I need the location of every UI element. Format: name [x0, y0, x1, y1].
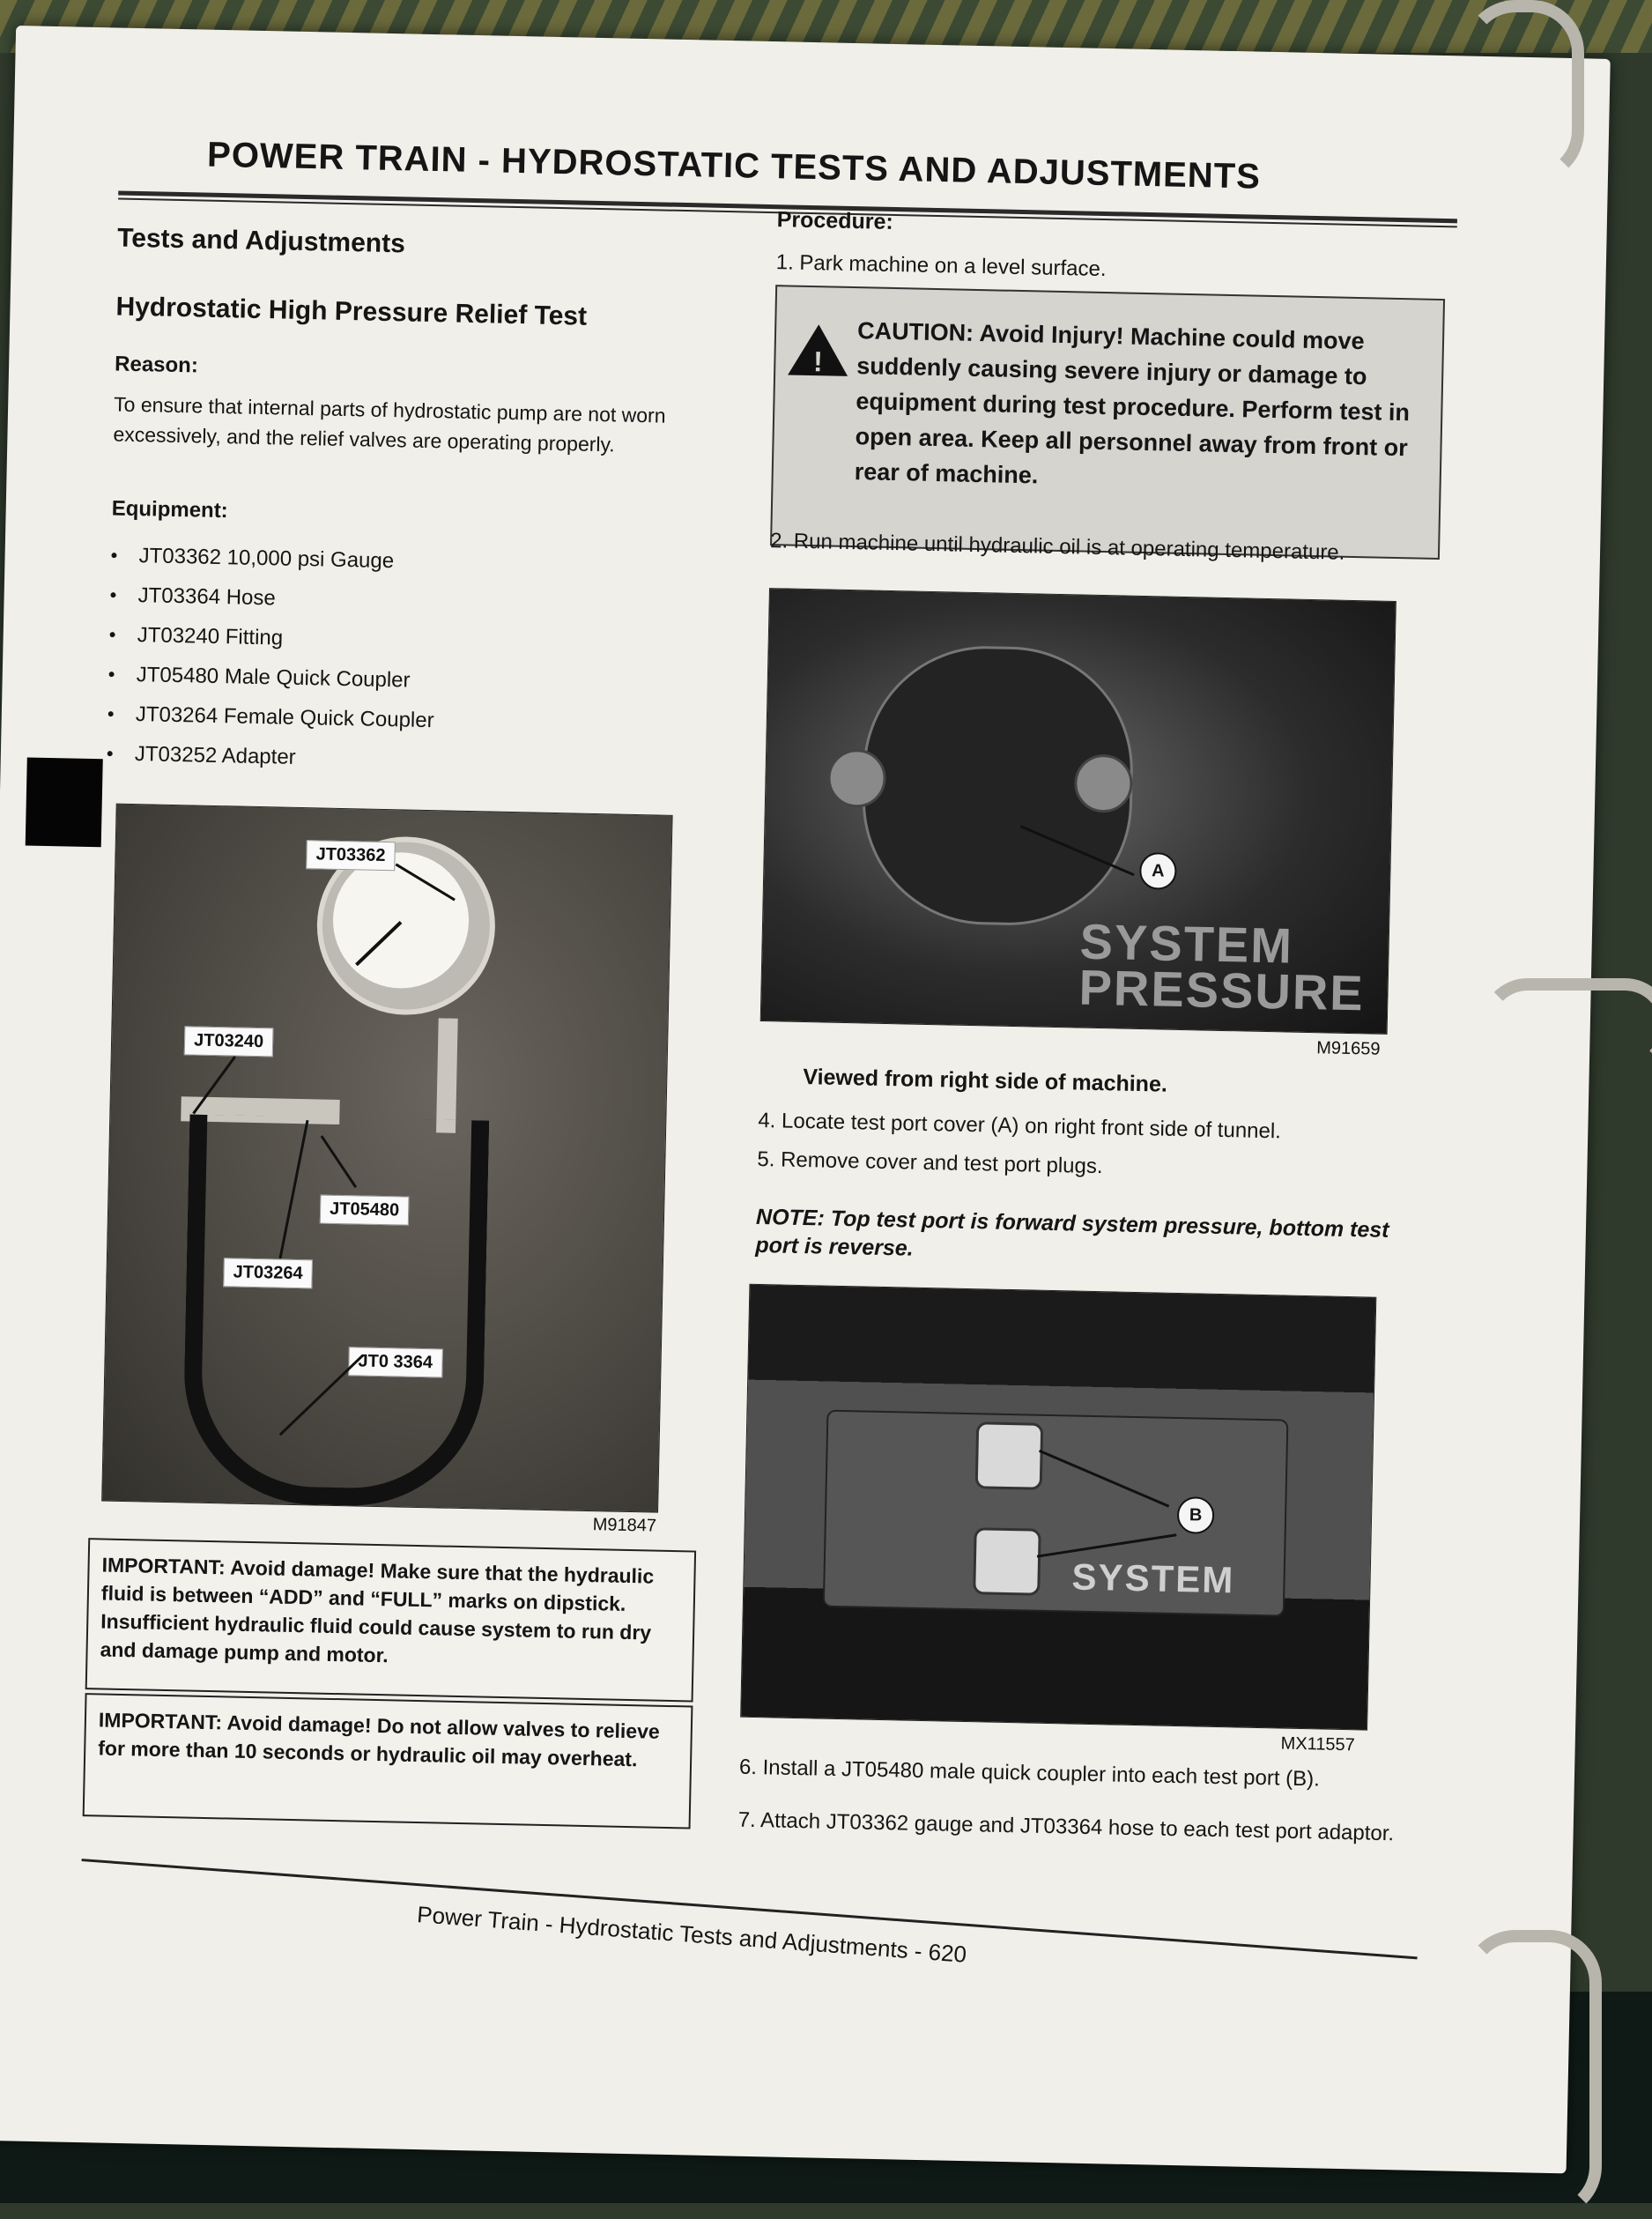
callout-jt05480: JT05480	[320, 1195, 410, 1226]
test-title: Hydrostatic High Pressure Relief Test	[115, 292, 588, 331]
figure-id-mx11557: MX11557	[1280, 1733, 1356, 1755]
equipment-item: • JT03240 Fitting	[108, 614, 656, 665]
page-header-title: POWER TRAIN - HYDROSTATIC TESTS AND ADJUSTMENTS	[206, 135, 1262, 197]
step-4: 4. Locate test port cover (A) on right front side of tunnel.	[758, 1108, 1282, 1144]
callout-jt03364: JT0 3364	[348, 1347, 442, 1377]
step-6: 6. Install a JT05480 male quick coupler into each test port (B).	[738, 1755, 1321, 1792]
callout-jt03264: JT03264	[223, 1258, 313, 1288]
equipment-item: • JT03252 Adapter	[106, 733, 653, 784]
step-1: 1. Park machine on a level surface.	[775, 250, 1107, 282]
equipment-item: • JT03364 Hose	[109, 575, 656, 626]
test-port-bottom	[973, 1527, 1041, 1596]
procedure-heading: Procedure:	[776, 207, 894, 234]
reason-heading: Reason:	[114, 352, 199, 378]
hose-illustration	[181, 1114, 489, 1508]
gauge-kit-photo	[101, 804, 672, 1513]
equipment-item: • JT03264 Female Quick Coupler	[107, 694, 654, 745]
step-5: 5. Remove cover and test port plugs.	[757, 1147, 1103, 1179]
emboss-pressure: PRESSURE	[1078, 959, 1366, 1021]
emboss-system: SYSTEM	[1079, 913, 1294, 974]
test-ports-photo	[740, 1284, 1376, 1731]
equipment-list	[106, 535, 657, 784]
callout-jt03362: JT03362	[306, 840, 396, 871]
test-port-cover-photo	[760, 588, 1396, 1035]
reason-text: To ensure that internal parts of hydrostatic pump are not worn excessively, and the relief valves are operating properly.	[113, 392, 666, 456]
page-footer: Power Train - Hydrostatic Tests and Adjustments - 620	[416, 1901, 968, 1968]
note-text: NOTE: Top test port is forward system pressure, bottom test port is reverse.	[755, 1204, 1389, 1261]
equipment-heading: Equipment:	[111, 496, 229, 523]
equipment-item: • JT05480 Male Quick Coupler	[107, 654, 655, 705]
important-notice-fluid: IMPORTANT: Avoid damage! Make sure that the hydraulic fluid is between “ADD” and “FULL” marks on dipstick. Insufficient hydraulic fluid could cause system to run dry and damage pump and motor.	[85, 1538, 696, 1702]
gauge-fitting	[436, 1018, 458, 1132]
equipment-item: • JT03362 10,000 psi Gauge	[110, 535, 657, 586]
section-title: Tests and Adjustments	[116, 223, 406, 259]
figure-id-m91659: M91659	[1315, 1038, 1381, 1059]
step-7: 7. Attach JT03362 gauge and JT03364 hose to each test port adaptor.	[737, 1807, 1395, 1846]
step-2: 2. Run machine until hydraulic oil is at operating temperature.	[769, 529, 1345, 565]
figure-caption: Viewed from right side of machine.	[803, 1065, 1168, 1097]
callout-jt03240: JT03240	[184, 1026, 274, 1057]
binder-ring	[1463, 1930, 1602, 2219]
caution-box	[770, 285, 1445, 560]
exclamation-icon: !	[812, 345, 824, 378]
manual-page	[0, 26, 1611, 2173]
binder-ring	[1480, 978, 1652, 1073]
important-notice-valves: IMPORTANT: Avoid damage! Do not allow valves to relieve for more than 10 seconds or hydraulic oil may overheat.	[83, 1693, 693, 1829]
binder-ring	[1463, 0, 1584, 183]
caution-text: CAUTION: Avoid Injury! Machine could move suddenly causing severe injury or damage to equipment during test procedure. Perform test in open area. Keep all personnel away from front or rear of machine.	[854, 317, 1411, 489]
figure-id-m91847: M91847	[592, 1515, 657, 1536]
callout-a: A	[1139, 852, 1177, 890]
test-port-top	[975, 1421, 1044, 1490]
section-tab-marker	[26, 757, 103, 847]
emboss-system: SYSTEM	[1071, 1555, 1235, 1601]
callout-b: B	[1177, 1496, 1215, 1534]
